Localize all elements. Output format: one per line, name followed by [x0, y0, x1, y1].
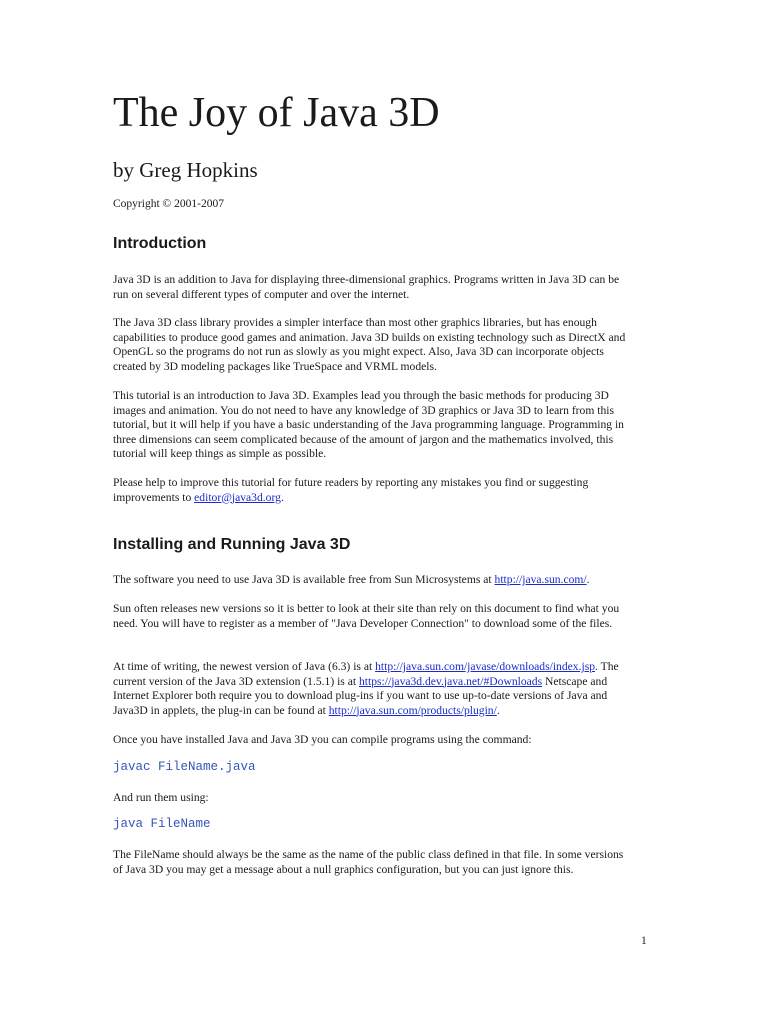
java-downloads-link[interactable]: http://java.sun.com/javase/downloads/index.jsp	[375, 660, 596, 673]
java3d-downloads-link[interactable]: https://java3d.dev.java.net/#Downloads	[358, 674, 543, 688]
install-paragraph-3-end: .	[496, 703, 500, 717]
compile-command-code: javac FileName.java	[113, 760, 256, 774]
install-paragraph-6: The FileName should always be the same as the name of the public class defined in that file. In some versions of Java 3D you may get a message about a null graphics configuration, but you can just ignore this.	[113, 848, 624, 876]
page-number: 1	[641, 935, 647, 947]
intro-paragraph-2: The Java 3D class library provides a simpler interface than most other graphics libraries, but has enough capabilities to produce good games and animation. Java 3D builds on existing technology such as DirectX and OpenGL so the programs do not run as slowly as you might expect. Also, Java 3D can incorporate objects created by 3D modeling packages like TrueSpace and VRML models.	[113, 316, 626, 373]
introduction-heading: Introduction	[113, 235, 207, 252]
install-paragraph-5: And run them using:	[113, 791, 209, 804]
installing-heading: Installing and Running Java 3D	[113, 536, 351, 553]
run-command-code: java FileName	[113, 817, 211, 831]
intro-paragraph-4-end: .	[280, 490, 284, 504]
editor-email-link[interactable]: editor@java3d.org	[194, 490, 281, 504]
install-paragraph-3-text-b: . The current version of the Java 3D extension (1.5.1) is at	[113, 660, 619, 688]
install-paragraph-1	[113, 573, 633, 588]
document-title: The Joy of Java 3D	[113, 90, 440, 136]
java-sun-link[interactable]: http://java.sun.com/	[494, 573, 587, 586]
copyright-notice: Copyright © 2001-2007	[113, 198, 224, 210]
intro-paragraph-4	[113, 476, 633, 505]
install-paragraph-1-text: The software you need to use Java 3D is available free from Sun Microsystems at	[113, 573, 495, 586]
java-plugin-link[interactable]: http://java.sun.com/products/plugin/	[328, 703, 497, 717]
install-paragraph-3-text-c: Netscape and Internet Explorer both require you to download plug-ins if you want to use up-to-date versions of Java and Java3D in applets, the plug-in can be found at	[113, 674, 608, 717]
intro-paragraph-4-text: Please help to improve this tutorial for future readers by reporting any mistakes you find or suggesting improvements to	[113, 476, 589, 504]
install-paragraph-3-text-a: At time of writing, the newest version of Java (6.3) is at	[113, 660, 376, 673]
install-paragraph-3	[113, 660, 633, 718]
install-paragraph-2: Sun often releases new versions so it is better to look at their site than rely on this document to find what you need. You will have to register as a member of "Java Developer Connection" to download some of the files.	[113, 602, 620, 630]
intro-paragraph-1: Java 3D is an addition to Java for displaying three-dimensional graphics. Programs written in Java 3D can be run on several different types of computer and over the internet.	[113, 273, 620, 301]
author-byline: by Greg Hopkins	[113, 158, 258, 182]
install-paragraph-1-end: .	[586, 573, 590, 586]
intro-paragraph-3: This tutorial is an introduction to Java 3D. Examples lead you through the basic methods for producing 3D images and animation. You do not need to have any knowledge of 3D graphics or Java 3D to learn from this tutorial, but it will help if you have a basic understanding of the Java programming language. Programming in three dimensions can seem complicated because of the amount of jargon and the mathematics involved, this tutorial will keep things as simple as possible.	[113, 389, 624, 460]
install-paragraph-4: Once you have installed Java and Java 3D you can compile programs using the command:	[113, 733, 532, 746]
